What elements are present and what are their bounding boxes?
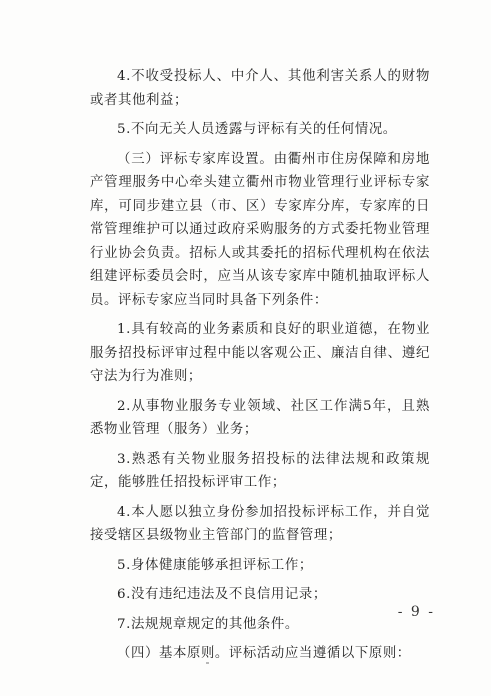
- paragraph-section-3-expert-pool: （三）评标专家库设置。由衢州市住房保障和房地产管理服务中心牵头建立衢州市物业管理行业评标专家库，可同步建立县（市、区）专家库分库，专家库的日常管理维护可以通过政府采购服务的方式委托物业管理行业协会负责。招标人或其委托的招标代理机构在依法组建评标委员会时，应当从该专家库中随机抽取评标人员。评标专家应当同时具备下列条件：: [90, 151, 430, 308]
- paragraph-condition-1: 1.具有较高的业务素质和良好的职业道德，在物业服务招投标评审过程中能以客观公正、廉洁自律、遵纪守法为行为准则；: [90, 322, 430, 384]
- paragraph-condition-4: 4.本人愿以独立身份参加招投标评标工作，并自觉接受辖区县级物业主管部门的监督管理；: [90, 504, 430, 543]
- paragraph-section-4-principles: （四）基本原则。评标活动应当遵循以下原则：: [117, 646, 411, 661]
- document-body: [90, 65, 430, 672]
- page-number: - 9 -: [397, 604, 435, 620]
- paragraph-item-4-gifts: 4.不收受投标人、中介人、其他利害关系人的财物或者其他利益；: [90, 69, 430, 108]
- paragraph-item-5-confidentiality: 5.不向无关人员透露与评标有关的任何情况。: [117, 122, 397, 137]
- paragraph-condition-6: 6.没有违纪违法及不良信用记录；: [117, 587, 327, 602]
- paragraph-condition-3: 3.熟悉有关物业服务招投标的法律法规和政策规定，能够胜任招投标评审工作；: [90, 451, 430, 490]
- paragraph-condition-2: 2.从事物业服务专业领域、社区工作满5年，且熟悉物业管理（服务）业务；: [90, 398, 430, 437]
- paragraph-condition-5: 5.身体健康能够承担评标工作；: [117, 557, 313, 573]
- paragraph-condition-7: 7.法规规章规定的其他条件。: [117, 616, 299, 632]
- scan-speck: [206, 662, 209, 664]
